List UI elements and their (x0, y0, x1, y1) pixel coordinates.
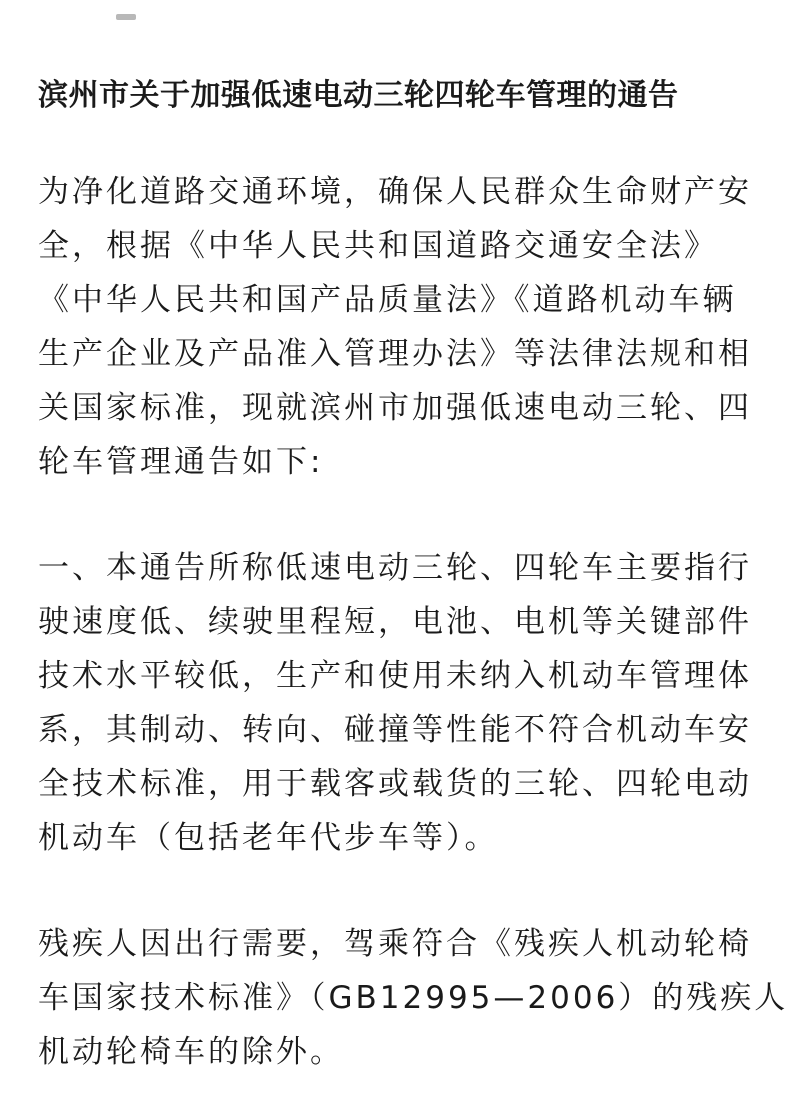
text-line: 生产企业及产品准入管理办法》等法律法规和相 (38, 336, 752, 372)
text-line: 关国家标准，现就滨州市加强低速电动三轮、四 (38, 390, 752, 426)
text-line: 驶速度低、续驶里程短，电池、电机等关键部件 (38, 604, 752, 640)
text-line: 机动车（包括老年代步车等）。 (38, 820, 499, 856)
text-line: 一、本通告所称低速电动三轮、四轮车主要指行 (38, 550, 752, 586)
text-line: 车国家技术标准》（GB12995—2006）的残疾人 (38, 980, 789, 1016)
top-edge-mark (116, 14, 136, 20)
text-line: 轮车管理通告如下: (38, 444, 324, 480)
paragraph-intro (38, 165, 778, 489)
text-line: 为净化道路交通环境，确保人民群众生命财产安 (38, 174, 752, 210)
text-line: 残疾人因出行需要，驾乘符合《残疾人机动轮椅 (38, 926, 752, 962)
text-line: 《中华人民共和国产品质量法》《道路机动车辆 (38, 282, 737, 318)
text-line: 技术水平较低，生产和使用未纳入机动车管理体 (38, 658, 752, 694)
text-line: 全技术标准，用于载客或载货的三轮、四轮电动 (38, 766, 752, 802)
paragraph-article-one (38, 541, 778, 865)
text-line: 系，其制动、转向、碰撞等性能不符合机动车安 (38, 712, 752, 748)
text-line: 机动轮椅车的除外。 (38, 1034, 344, 1070)
document-title: 滨州市关于加强低速电动三轮四轮车管理的通告 (38, 78, 679, 113)
text-line: 全，根据《中华人民共和国道路交通安全法》 (38, 228, 718, 264)
paragraph-exception (38, 917, 789, 1079)
